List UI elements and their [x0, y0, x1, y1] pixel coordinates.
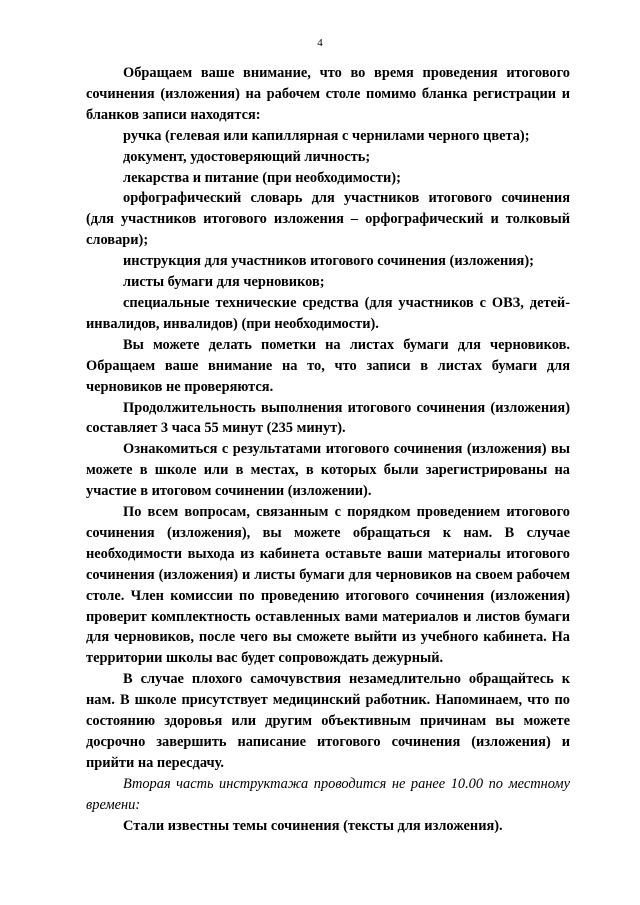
paragraph-materials-intro: Обращаем ваше внимание, что во время проведения итогового сочинения (изложения) на рабочем столе помимо бланка регистрации и бланков записи находятся:: [86, 65, 570, 123]
paragraph-draft-notes: Вы можете делать пометки на листах бумаги для черновиков. Обращаем ваше внимание на то, что записи в листах бумаги для черновиков не проверяются.: [86, 336, 570, 395]
paragraph-duration: Продолжительность выполнения итогового сочинения (изложения) составляет 3 часа 55 минут (235 минут).: [86, 399, 570, 437]
paragraph-results: Ознакомиться с результатами итогового сочинения (изложения) вы можете в школе или в местах, в которых были зарегистрированы на участие в итоговом сочинении (изложении).: [86, 441, 570, 500]
list-item-medicine-food: лекарства и питание (при необходимости);: [123, 169, 401, 186]
page-number: 4: [317, 37, 323, 49]
list-item-draft-sheets: листы бумаги для черновиков;: [123, 274, 325, 291]
paragraph-health: В случае плохого самочувствия незамедлительно обращайтесь к нам. В школе присутствует медицинский работник. Напоминаем, что по состоянию здоровья или другим объективным причинам вы можете досрочно завершить написание итогового сочинения (изложения) и прийти на пересдачу.: [86, 671, 570, 771]
list-item-special-equipment: специальные технические средства (для участников с ОВЗ, детей-инвалидов, инвалидов) (при необходимости).: [86, 294, 570, 332]
list-item-pen: ручка (гелевая или капиллярная с чернилами черного цвета);: [123, 127, 530, 144]
paragraph-second-part-note: Вторая часть инструктажа проводится не ранее 10.00 по местному времени:: [86, 775, 570, 813]
list-item-id-document: документ, удостоверяющий личность;: [123, 148, 371, 165]
paragraph-topics-announced: Стали известны темы сочинения (тексты для изложения).: [123, 817, 503, 834]
instruction-text: [86, 63, 570, 837]
list-item-dictionary: орфографический словарь для участников итогового сочинения (для участников итогового изложения – орфографический и толковый словари);: [86, 190, 570, 249]
paragraph-questions-leaving: По всем вопросам, связанным с порядком проведением итогового сочинения (изложения), вы можете обращаться к нам. В случае необходимости выхода из кабинета оставьте ваши материалы итогового сочинения (изложения) и листы бумаги для черновиков на своем рабочем столе. Член комиссии по проведению итогового сочинения (изложения) проверит комплектность оставленных вами материалов и листов бумаги для черновиков, после чего вы сможете выйти из учебного кабинета. На территории школы вас будет сопровождать дежурный.: [86, 504, 570, 667]
list-item-instruction: инструкция для участников итогового сочинения (изложения);: [123, 253, 534, 270]
